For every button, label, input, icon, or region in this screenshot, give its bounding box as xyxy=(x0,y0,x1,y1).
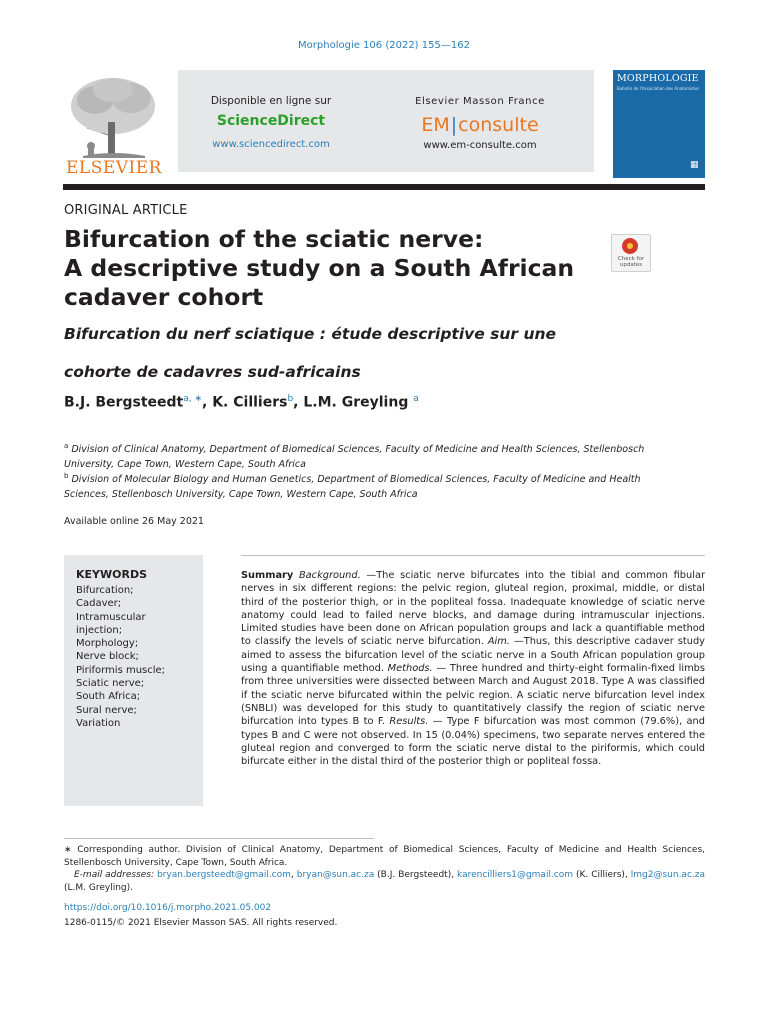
emconsulte-logo-em: EM xyxy=(421,114,450,136)
email-addresses: E-mail addresses: bryan.bergsteedt@gmail.com, bryan@sun.ac.za (B.J. Bergsteedt), karencilliers1@gmail.com (K. Cilliers), lmg2@sun.ac.za (L.M. Greyling). xyxy=(64,870,705,893)
sciencedirect-link[interactable]: www.sciencedirect.com xyxy=(212,139,330,150)
keyword-item: Sciatic nerve; xyxy=(76,678,145,690)
header-rule xyxy=(63,184,705,190)
email-link[interactable]: karencilliers1@gmail.com xyxy=(457,870,574,880)
article-title xyxy=(64,225,584,312)
keyword-item: injection; xyxy=(76,624,123,636)
summary-methods: — Three hundred and thirty-eight formalin-fixed limbs from three universities were dissected between March and August 2018. Type A was classified if the sciatic nerve bifurcated within the pelvic region. A sciatic nerve bifurcation level index (SNBLI) was developed for this study to quantitatively classify the region of sciatic nerve bifurcation into types B to F. xyxy=(241,663,705,728)
keyword-item: Bifurcation; xyxy=(76,585,134,596)
email-link[interactable]: bryan.bergsteedt@gmail.com xyxy=(156,870,291,880)
email-owner: (L.M. Greyling). xyxy=(64,882,134,893)
summary-section-label: Methods. xyxy=(387,663,433,675)
affiliation xyxy=(64,439,664,472)
summary-label: Summary xyxy=(241,570,294,581)
affiliation-text: Division of Clinical Anatomy, Department of Biomedical Sciences, Faculty of Medicine and Health Sciences, Stellenbosch University, Cape Town, Western Cape, South Africa xyxy=(64,444,645,471)
available-online-date: Available online 26 May 2021 xyxy=(64,516,204,527)
summary-aim: —Thus, this descriptive cadaver study aimed to assess the bifurcation level of the sciatic nerve in a South African population group using a quantifiable method. xyxy=(241,636,705,675)
keyword-item: Cadaver; xyxy=(76,598,122,610)
author-affiliation-mark[interactable]: b xyxy=(287,394,294,404)
summary-abstract xyxy=(241,569,705,768)
keyword-item: Piriformis muscle; xyxy=(76,664,166,676)
author-name[interactable]: K. Cilliers xyxy=(212,394,288,411)
author-list xyxy=(64,394,419,411)
summary-results: — Type F bifurcation was most common (79.6%), and types B and C were not observed. In 15 (0.04%) specimens, two separate nerves entered the gluteal region and converged to form the sciatic nerve distal to the piriformis, which could bifurcate either in the distal third of the posterior thigh or popliteal fossa. xyxy=(241,716,705,768)
author-affiliation-mark[interactable]: a xyxy=(413,394,419,404)
emconsulte-logo-text: consulte xyxy=(458,114,539,136)
summary-section-label: Background. xyxy=(298,570,361,581)
keyword-item: Nerve block; xyxy=(76,651,139,663)
email-label: E-mail addresses: xyxy=(74,870,154,880)
affiliation-mark: a xyxy=(64,442,69,450)
summary-section-label: Results. xyxy=(389,716,429,728)
cover-subtitle: Bulletin de l'Association des Anatomistes xyxy=(617,86,700,91)
author-separator: , xyxy=(293,394,304,411)
author-separator: , xyxy=(202,394,213,411)
footnote-rule xyxy=(64,838,374,839)
keyword-item: Morphology; xyxy=(76,638,139,650)
subtitle-line: Bifurcation du nerf sciatique : étude descriptive sur une xyxy=(64,325,557,343)
sciencedirect-name[interactable]: ScienceDirect xyxy=(216,113,326,129)
summary-background: —The sciatic nerve bifurcates into the tibial and common fibular nerves in six different regions: the pelvic region, gluteal region, proximal, middle, or distal third of the posterior thigh, or in the popliteal fossa. Inadequate knowledge of sciatic nerve anatomy could lead to failed nerve blocks, and damage during intramuscular injections. Limited studies have been done on African population groups and lack a quantifiable method to classify the levels of sciatic nerve bifurcation. xyxy=(241,570,705,648)
author-name[interactable]: L.M. Greyling xyxy=(303,394,409,411)
author-affiliation-mark[interactable]: a, ∗ xyxy=(183,394,202,404)
email-link[interactable]: bryan@sun.ac.za xyxy=(296,870,375,880)
keyword-item: Sural nerve; xyxy=(76,704,137,716)
article-type: ORIGINAL ARTICLE xyxy=(64,203,188,218)
keyword-item: Variation xyxy=(76,717,121,729)
keyword-item: Intramuscular xyxy=(76,611,146,623)
article-subtitle xyxy=(64,315,584,391)
cover-publisher-icon: ▦ xyxy=(690,160,699,170)
sciencedirect-label: Disponible en ligne sur xyxy=(210,95,332,107)
corresponding-footnote xyxy=(64,844,705,894)
affiliation-text: Division of Molecular Biology and Human Genetics, Department of Biomedical Sciences, Faculty of Medicine and Health Sciences, Stellenbosch University, Cape Town, Western Cape, South Africa xyxy=(64,474,641,501)
corresponding-author-note: ∗ Corresponding author. Division of Clinical Anatomy, Department of Biomedical Sciences, Faculty of Medicine and Health Sciences, Stellenbosch University, Cape Town, South Africa. xyxy=(64,845,705,868)
author-name[interactable]: B.J. Bergsteedt xyxy=(64,394,184,411)
emconsulte-link[interactable]: www.em-consulte.com xyxy=(423,140,537,151)
email-link[interactable]: lmg2@sun.ac.za xyxy=(630,870,705,880)
affiliation xyxy=(64,469,664,502)
keywords-list xyxy=(76,584,201,730)
title-line: A descriptive study on a South African xyxy=(64,254,575,282)
keywords-heading: KEYWORDS xyxy=(76,568,148,581)
elsevier-wordmark: ELSEVIER xyxy=(66,158,162,178)
journal-reference[interactable]: Morphologie 106 (2022) 155—162 xyxy=(298,40,470,51)
emconsulte-logo[interactable] xyxy=(380,114,580,136)
email-owner: (B.J. Bergsteedt), xyxy=(374,870,458,880)
emconsulte-logo-divider: | xyxy=(450,114,458,136)
crossmark-label xyxy=(611,256,651,268)
crossmark-label-line: Check for xyxy=(617,256,645,262)
crossmark-icon-center xyxy=(627,243,633,249)
title-line: cadaver cohort xyxy=(64,283,264,311)
crossmark-label-line: updates xyxy=(619,262,643,268)
summary-rule xyxy=(241,555,705,556)
copyright-notice: 1286-0115/© 2021 Elsevier Masson SAS. All rights reserved. xyxy=(64,918,338,928)
cover-title: MORPHOLOGIE xyxy=(617,73,699,84)
emconsulte-label: Elsevier Masson France xyxy=(415,96,545,107)
doi-link[interactable]: https://doi.org/10.1016/j.morpho.2021.05.002 xyxy=(64,903,272,913)
keyword-item: South Africa; xyxy=(76,691,141,703)
summary-section-label: Aim. xyxy=(487,636,510,648)
subtitle-line: cohorte de cadavres sud-africains xyxy=(64,363,361,381)
affiliation-mark: b xyxy=(64,472,69,480)
email-owner: (K. Cilliers), xyxy=(573,870,631,880)
title-line: Bifurcation of the sciatic nerve: xyxy=(64,225,484,253)
